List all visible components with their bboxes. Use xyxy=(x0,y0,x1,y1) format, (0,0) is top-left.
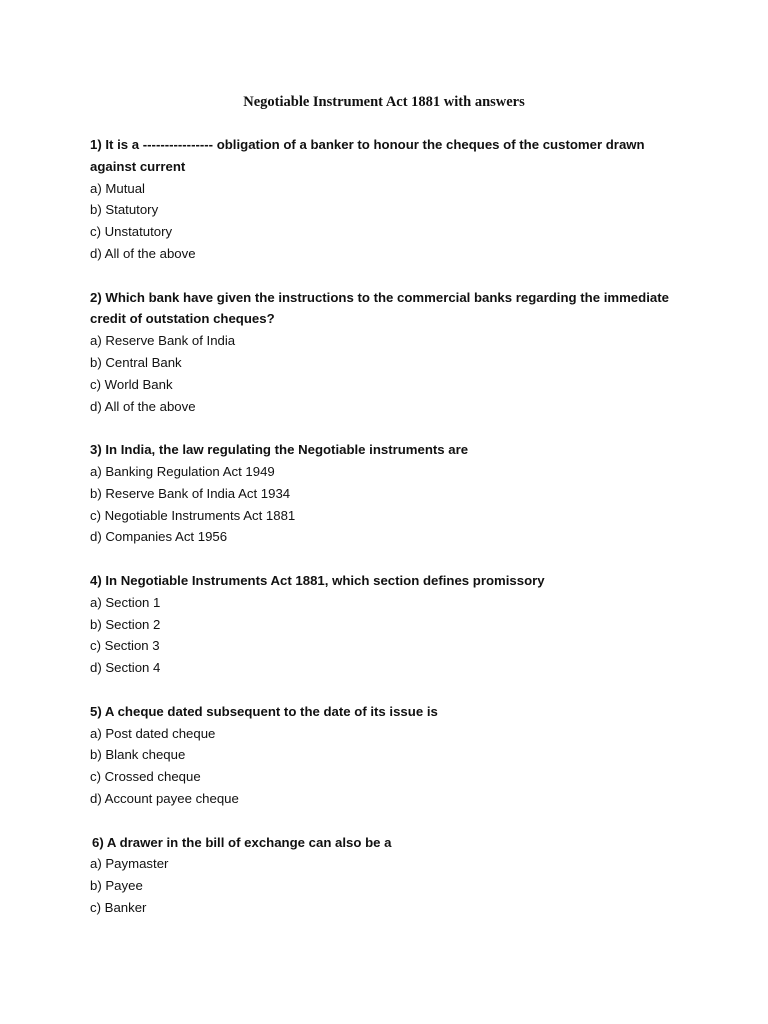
question-5-text: 5) A cheque dated subsequent to the date of its issue is xyxy=(90,703,438,719)
question-5-option-b: b) Blank cheque xyxy=(90,747,186,763)
question-2-text: 2) Which bank have given the instructions to the commercial banks regarding the immediate credit of outstation cheques? xyxy=(90,289,673,327)
question-6 xyxy=(90,832,690,919)
question-6-option-a: a) Paymaster xyxy=(90,856,169,872)
question-4-option-a: a) Section 1 xyxy=(90,594,161,610)
question-1-option-b: b) Statutory xyxy=(90,202,159,218)
question-2 xyxy=(90,287,690,418)
question-6-option-c: c) Banker xyxy=(90,899,147,915)
question-1-option-c: c) Unstatutory xyxy=(90,224,173,240)
question-4-option-d: d) Section 4 xyxy=(90,660,161,676)
question-1 xyxy=(90,134,690,265)
question-5-option-d: d) Account payee cheque xyxy=(90,790,239,806)
question-5-option-a: a) Post dated cheque xyxy=(90,725,216,741)
question-4-option-b: b) Section 2 xyxy=(90,616,161,632)
question-4 xyxy=(90,570,690,679)
question-2-option-b: b) Central Bank xyxy=(90,354,182,370)
question-3-option-a: a) Banking Regulation Act 1949 xyxy=(90,463,275,479)
question-2-option-d: d) All of the above xyxy=(90,398,196,414)
question-1-option-a: a) Mutual xyxy=(90,180,145,196)
question-1-text: 1) It is a ---------------- obligation of a banker to honour the cheques of the customer drawn against current xyxy=(90,137,649,174)
question-3-option-c: c) Negotiable Instruments Act 1881 xyxy=(90,507,296,523)
document-title: Negotiable Instrument Act 1881 with answers xyxy=(243,94,525,110)
question-list xyxy=(90,134,690,940)
question-5 xyxy=(90,701,690,810)
question-3-option-d: d) Companies Act 1956 xyxy=(90,529,228,545)
question-2-option-a: a) Reserve Bank of India xyxy=(90,333,236,349)
question-1-option-d: d) All of the above xyxy=(90,245,196,261)
question-6-option-b: b) Payee xyxy=(90,878,143,894)
question-4-text: 4) In Negotiable Instruments Act 1881, which section defines promissory xyxy=(90,572,545,588)
question-6-text: 6) A drawer in the bill of exchange can also be a xyxy=(92,834,392,850)
question-5-option-c: c) Crossed cheque xyxy=(90,769,201,785)
question-3-text: 3) In India, the law regulating the Negotiable instruments are xyxy=(90,442,469,458)
question-3 xyxy=(90,439,690,548)
question-2-option-c: c) World Bank xyxy=(90,376,173,392)
question-3-option-b: b) Reserve Bank of India Act 1934 xyxy=(90,485,291,501)
question-4-option-c: c) Section 3 xyxy=(90,638,160,654)
